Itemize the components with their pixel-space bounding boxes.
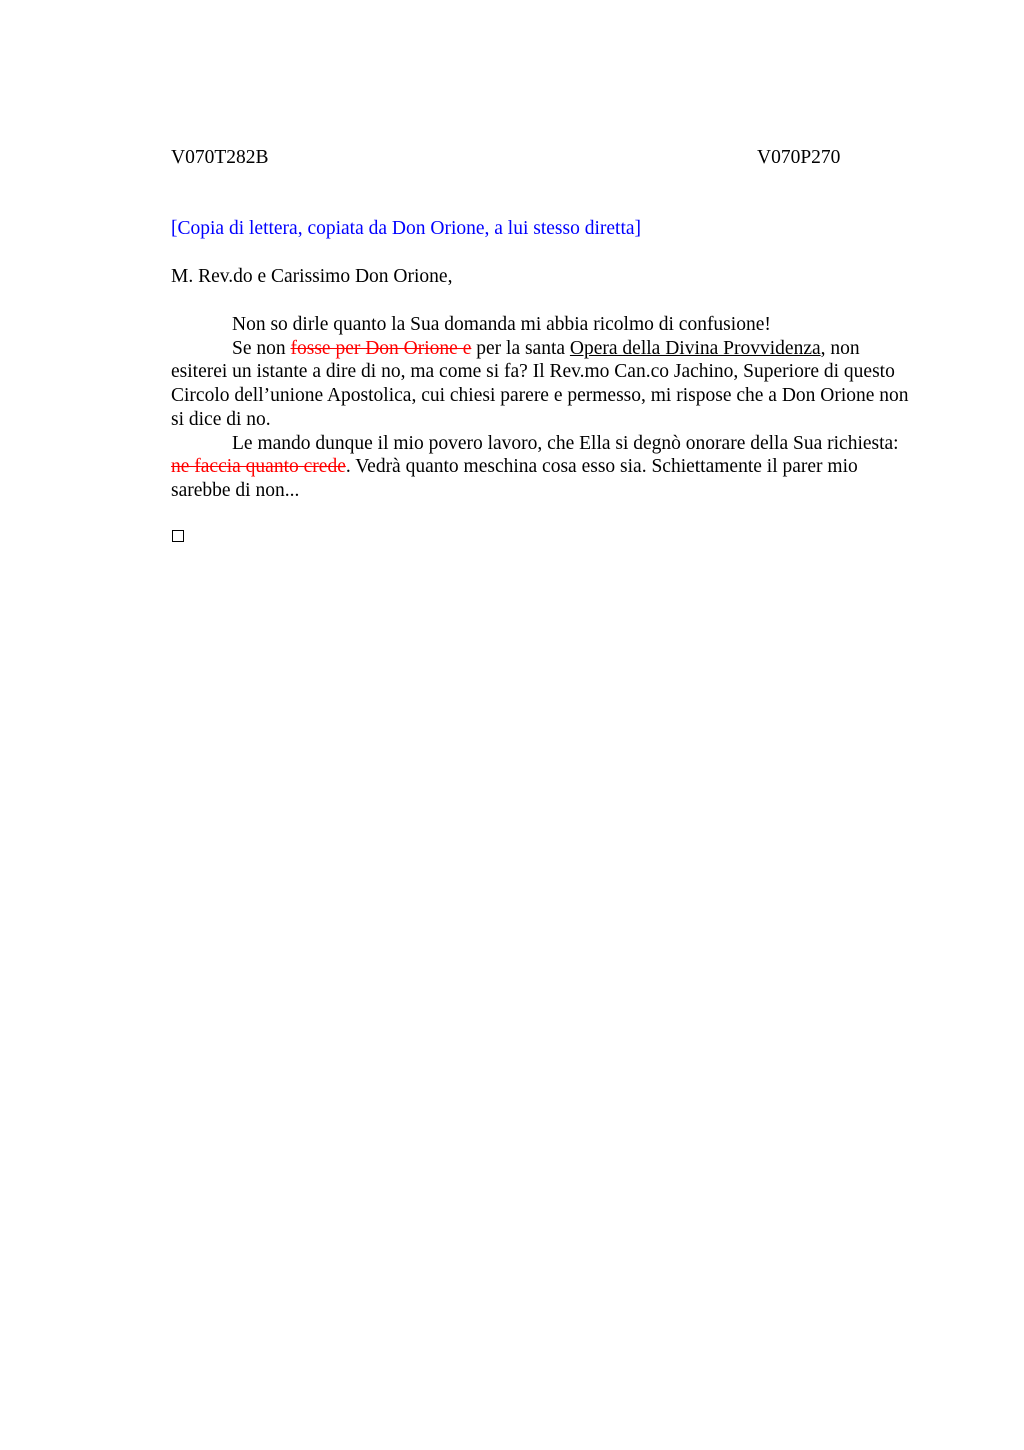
underlined-text: Opera della Divina Provvidenza: [569, 337, 821, 359]
letter-salutation: M. Rev.do e Carissimo Don Orione,: [171, 266, 453, 287]
letter-body: [171, 313, 917, 503]
document-code-right: V070P270: [757, 147, 841, 168]
letter-paragraph-3: [171, 432, 917, 503]
paragraph-2-text-b: per la santa: [471, 337, 570, 359]
paragraph-3-text-a: Le mando dunque il mio povero lavoro, che Ella si degnò onorare della Sua richiesta:: [232, 432, 899, 454]
editor-note: [Copia di lettera, copiata da Don Orione, a lui stesso diretta]: [171, 218, 642, 239]
deleted-text: ne faccia quanto crede: [171, 456, 346, 478]
paragraph-2-text-c: , non esiterei un istante a dire di no, ma come si fa? Il Rev.mo Can.co Jachino, Superiore di questo Circolo dell’unione Apostolica, cui chiesi parere e permesso, mi rispose che a Don Orione non si dice di no.: [171, 337, 909, 430]
deleted-text: fosse per Don Orione e: [290, 337, 472, 359]
paragraph-3-text-b: . Vedrà quanto meschina cosa esso sia. Schiettamente il parer mio sarebbe di non...: [171, 456, 858, 501]
paragraph-2-text-a: Se non: [232, 337, 291, 359]
document-code-left: V070T282B: [171, 147, 269, 168]
paragraph-1-text: Non so dirle quanto la Sua domanda mi abbia ricolmo di confusione!: [232, 314, 771, 335]
letter-paragraph-1: [171, 313, 917, 337]
empty-square-icon: [172, 530, 184, 542]
letter-paragraph-2: [171, 337, 917, 432]
